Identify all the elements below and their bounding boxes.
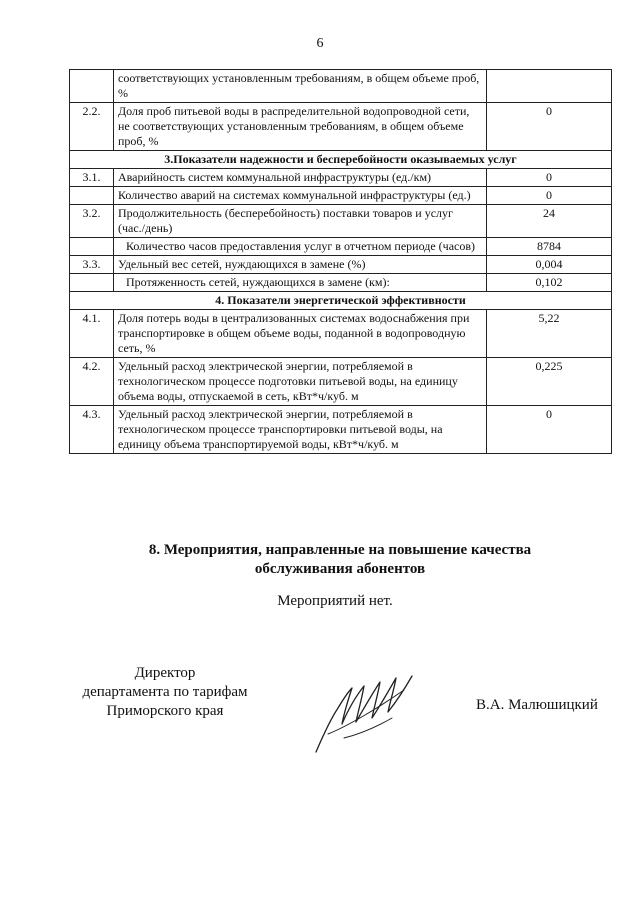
row-number	[70, 70, 114, 103]
indicator-name: Продолжительность (бесперебойность) поставки товаров и услуг (час./день)	[114, 205, 487, 238]
handwritten-signature	[308, 668, 418, 758]
table-section-row	[70, 151, 612, 169]
indicator-name: Удельный вес сетей, нуждающихся в замене (%)	[114, 256, 487, 274]
indicator-name: Удельный расход электрической энергии, потребляемой в технологическом процессе транспортировки питьевой воды, на единицу объема транспортируемой воды, кВт*ч/куб. м	[114, 406, 487, 454]
row-number: 4.1.	[70, 310, 114, 358]
indicator-value: 8784	[487, 238, 612, 256]
table-row	[70, 187, 612, 205]
table-row	[70, 274, 612, 292]
section-8-title-line-1: 8. Мероприятия, направленные на повышение качества	[148, 542, 532, 558]
signer-position-line-1: Директор	[134, 665, 196, 681]
indicator-value: 0	[487, 169, 612, 187]
section-8-heading	[0, 541, 640, 579]
section-8-title-line-2: обслуживания абонентов	[254, 561, 426, 577]
indicator-value: 24	[487, 205, 612, 238]
indicator-name: Протяженность сетей, нуждающихся в замене (км):	[114, 274, 487, 292]
table-row	[70, 310, 612, 358]
row-number: 4.3.	[70, 406, 114, 454]
row-number: 3.1.	[70, 169, 114, 187]
indicator-value: 0,004	[487, 256, 612, 274]
indicator-value: 0	[487, 103, 612, 151]
table-row	[70, 169, 612, 187]
indicator-value: 0,225	[487, 358, 612, 406]
no-measures-text: Мероприятий нет.	[277, 593, 393, 609]
indicators-table	[69, 69, 612, 454]
row-number: 3.3.	[70, 256, 114, 274]
indicator-name: Количество часов предоставления услуг в отчетном периоде (часов)	[114, 238, 487, 256]
indicator-value: 0	[487, 406, 612, 454]
row-number: 3.2.	[70, 205, 114, 238]
indicator-value	[487, 70, 612, 103]
table-row	[70, 406, 612, 454]
table-row	[70, 103, 612, 151]
indicator-name: Аварийность систем коммунальной инфраструктуры (ед./км)	[114, 169, 487, 187]
signer-name: В.А. Малюшицкий	[476, 697, 598, 713]
table-row	[70, 256, 612, 274]
signer-position-line-3: Приморского края	[106, 703, 224, 719]
indicator-name: соответствующих установленным требованиям, в общем объеме проб, %	[114, 70, 487, 103]
indicator-name: Удельный расход электрической энергии, потребляемой в технологическом процессе подготовки питьевой воды, на единицу объема воды, отпускаемой в сеть, кВт*ч/куб. м	[114, 358, 487, 406]
table-row	[70, 358, 612, 406]
page-number: 6	[316, 36, 324, 51]
indicator-value: 5,22	[487, 310, 612, 358]
row-number	[70, 187, 114, 205]
section-title: 3.Показатели надежности и бесперебойности оказываемых услуг	[70, 151, 612, 169]
section-title: 4. Показатели энергетической эффективности	[70, 292, 612, 310]
table-row	[70, 70, 612, 103]
row-number	[70, 274, 114, 292]
row-number	[70, 238, 114, 256]
table-section-row	[70, 292, 612, 310]
signer-position-line-2: департамента по тарифам	[82, 684, 248, 700]
indicator-value: 0	[487, 187, 612, 205]
row-number: 2.2.	[70, 103, 114, 151]
indicator-name: Доля проб питьевой воды в распределительной водопроводной сети, не соответствующих установленным требованиям, в общем объеме проб, %	[114, 103, 487, 151]
indicator-name: Количество аварий на системах коммунальной инфраструктуры (ед.)	[114, 187, 487, 205]
table-row	[70, 238, 612, 256]
table-row	[70, 205, 612, 238]
indicator-name: Доля потерь воды в централизованных системах водоснабжения при транспортировке в общем объеме воды, поданной в водопроводную сеть, %	[114, 310, 487, 358]
row-number: 4.2.	[70, 358, 114, 406]
signer-position	[70, 664, 260, 721]
indicator-value: 0,102	[487, 274, 612, 292]
